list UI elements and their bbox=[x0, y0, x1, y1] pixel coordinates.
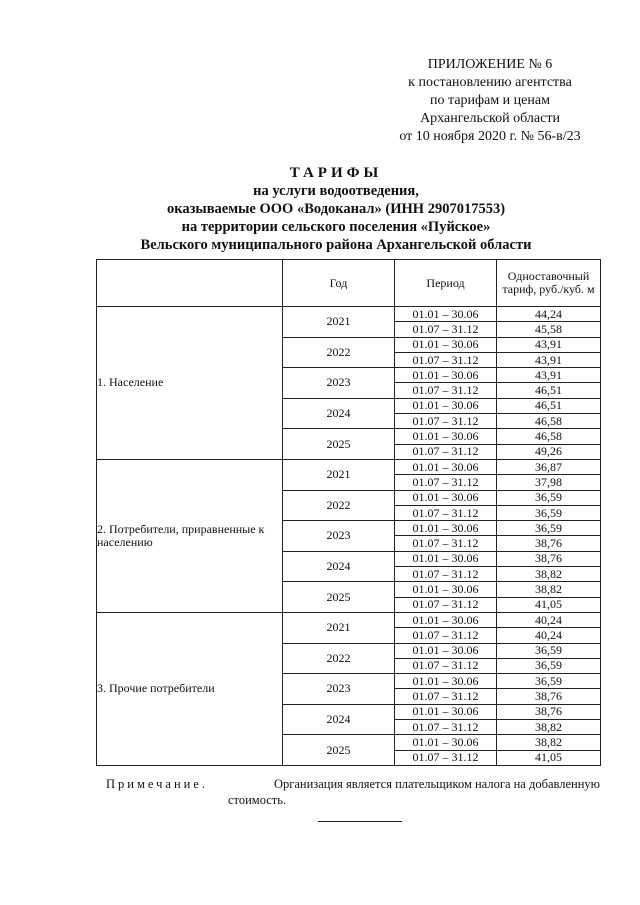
period-cell: 01.07 – 31.12 bbox=[395, 567, 497, 582]
tariff-cell: 40,24 bbox=[497, 628, 601, 643]
year-cell: 2023 bbox=[283, 674, 395, 705]
tariff-cell: 36,87 bbox=[497, 459, 601, 474]
tariff-cell: 43,91 bbox=[497, 352, 601, 367]
header-category bbox=[97, 260, 283, 307]
period-cell: 01.01 – 30.06 bbox=[395, 735, 497, 750]
year-cell: 2024 bbox=[283, 398, 395, 429]
appendix-line: Архангельской области bbox=[420, 111, 560, 126]
period-cell: 01.01 – 30.06 bbox=[395, 490, 497, 505]
table-header-row bbox=[97, 260, 601, 307]
appendix-title: ПРИЛОЖЕНИЕ № 6 bbox=[427, 57, 553, 72]
note-text: Организация является плательщиком налога на добавленную bbox=[273, 777, 600, 791]
period-cell: 01.01 – 30.06 bbox=[395, 612, 497, 627]
period-cell: 01.07 – 31.12 bbox=[395, 475, 497, 490]
year-cell: 2021 bbox=[283, 307, 395, 338]
title-line: на территории сельского поселения «Пуйское» bbox=[181, 219, 491, 235]
tariff-cell: 41,05 bbox=[497, 597, 601, 612]
title-main: ТАРИФЫ bbox=[289, 165, 383, 181]
period-cell: 01.07 – 31.12 bbox=[395, 383, 497, 398]
period-cell: 01.01 – 30.06 bbox=[395, 398, 497, 413]
year-cell: 2024 bbox=[283, 704, 395, 735]
period-cell: 01.07 – 31.12 bbox=[395, 536, 497, 551]
appendix-block bbox=[380, 56, 600, 146]
appendix-line: по тарифам и ценам bbox=[430, 93, 550, 108]
year-cell: 2025 bbox=[283, 582, 395, 613]
year-cell: 2021 bbox=[283, 612, 395, 643]
tariff-cell: 38,82 bbox=[497, 720, 601, 735]
year-cell: 2021 bbox=[283, 459, 395, 490]
title-line: оказываемые ООО «Водоканал» (ИНН 2907017553) bbox=[166, 201, 506, 217]
tariffs-table bbox=[96, 259, 601, 766]
year-cell: 2022 bbox=[283, 337, 395, 368]
header-tariff: Одноставочный тариф, руб./куб. м bbox=[497, 260, 601, 307]
period-cell: 01.07 – 31.12 bbox=[395, 352, 497, 367]
period-cell: 01.01 – 30.06 bbox=[395, 459, 497, 474]
tariff-cell: 36,59 bbox=[497, 521, 601, 536]
note-text-continued: стоимость. bbox=[228, 793, 287, 807]
tariff-cell: 38,76 bbox=[497, 704, 601, 719]
tariff-cell: 38,82 bbox=[497, 582, 601, 597]
table-row bbox=[97, 612, 601, 627]
period-cell: 01.01 – 30.06 bbox=[395, 582, 497, 597]
header-period: Период bbox=[395, 260, 497, 307]
tariff-cell: 38,76 bbox=[497, 689, 601, 704]
category-cell: 1. Население bbox=[97, 307, 283, 460]
note bbox=[106, 776, 600, 808]
table-body bbox=[97, 307, 601, 766]
period-cell: 01.01 – 30.06 bbox=[395, 429, 497, 444]
period-cell: 01.01 – 30.06 bbox=[395, 643, 497, 658]
title-line: на услуги водоотведения, bbox=[253, 183, 419, 199]
category-cell: 3. Прочие потребители bbox=[97, 612, 283, 765]
tariff-cell: 40,24 bbox=[497, 612, 601, 627]
tariff-cell: 45,58 bbox=[497, 322, 601, 337]
tariff-cell: 46,58 bbox=[497, 414, 601, 429]
tariff-cell: 46,58 bbox=[497, 429, 601, 444]
period-cell: 01.07 – 31.12 bbox=[395, 689, 497, 704]
period-cell: 01.07 – 31.12 bbox=[395, 444, 497, 459]
period-cell: 01.01 – 30.06 bbox=[395, 551, 497, 566]
tariff-cell: 38,76 bbox=[497, 551, 601, 566]
period-cell: 01.01 – 30.06 bbox=[395, 521, 497, 536]
period-cell: 01.07 – 31.12 bbox=[395, 322, 497, 337]
document-title bbox=[60, 164, 612, 254]
tariff-cell: 36,59 bbox=[497, 674, 601, 689]
tariff-cell: 37,98 bbox=[497, 475, 601, 490]
period-cell: 01.01 – 30.06 bbox=[395, 704, 497, 719]
period-cell: 01.01 – 30.06 bbox=[395, 307, 497, 322]
year-cell: 2025 bbox=[283, 735, 395, 766]
tariff-cell: 41,05 bbox=[497, 750, 601, 765]
year-cell: 2022 bbox=[283, 490, 395, 521]
tariff-cell: 36,59 bbox=[497, 643, 601, 658]
tariff-cell: 43,91 bbox=[497, 368, 601, 383]
tariff-cell: 44,24 bbox=[497, 307, 601, 322]
period-cell: 01.07 – 31.12 bbox=[395, 720, 497, 735]
period-cell: 01.01 – 30.06 bbox=[395, 337, 497, 352]
note-label: Примечание. bbox=[106, 777, 209, 791]
year-cell: 2025 bbox=[283, 429, 395, 460]
year-cell: 2022 bbox=[283, 643, 395, 674]
divider-line bbox=[318, 821, 402, 822]
year-cell: 2023 bbox=[283, 521, 395, 552]
period-cell: 01.07 – 31.12 bbox=[395, 750, 497, 765]
tariff-cell: 38,76 bbox=[497, 536, 601, 551]
table-row bbox=[97, 459, 601, 474]
period-cell: 01.07 – 31.12 bbox=[395, 597, 497, 612]
tariff-cell: 36,59 bbox=[497, 490, 601, 505]
tariff-cell: 36,59 bbox=[497, 658, 601, 673]
table-row bbox=[97, 307, 601, 322]
header-year: Год bbox=[283, 260, 395, 307]
tariff-cell: 36,59 bbox=[497, 505, 601, 520]
category-cell: 2. Потребители, приравненные к населению bbox=[97, 459, 283, 612]
period-cell: 01.01 – 30.06 bbox=[395, 674, 497, 689]
year-cell: 2024 bbox=[283, 551, 395, 582]
tariff-cell: 46,51 bbox=[497, 383, 601, 398]
period-cell: 01.01 – 30.06 bbox=[395, 368, 497, 383]
appendix-date: от 10 ноября 2020 г. № 56-в/23 bbox=[399, 129, 581, 144]
appendix-line: к постановлению агентства bbox=[408, 75, 572, 90]
period-cell: 01.07 – 31.12 bbox=[395, 628, 497, 643]
tariff-cell: 38,82 bbox=[497, 567, 601, 582]
title-line: Вельского муниципального района Архангельской области bbox=[140, 237, 532, 253]
tariff-cell: 46,51 bbox=[497, 398, 601, 413]
period-cell: 01.07 – 31.12 bbox=[395, 414, 497, 429]
period-cell: 01.07 – 31.12 bbox=[395, 658, 497, 673]
tariff-cell: 38,82 bbox=[497, 735, 601, 750]
year-cell: 2023 bbox=[283, 368, 395, 399]
tariff-cell: 43,91 bbox=[497, 337, 601, 352]
period-cell: 01.07 – 31.12 bbox=[395, 505, 497, 520]
tariff-cell: 49,26 bbox=[497, 444, 601, 459]
